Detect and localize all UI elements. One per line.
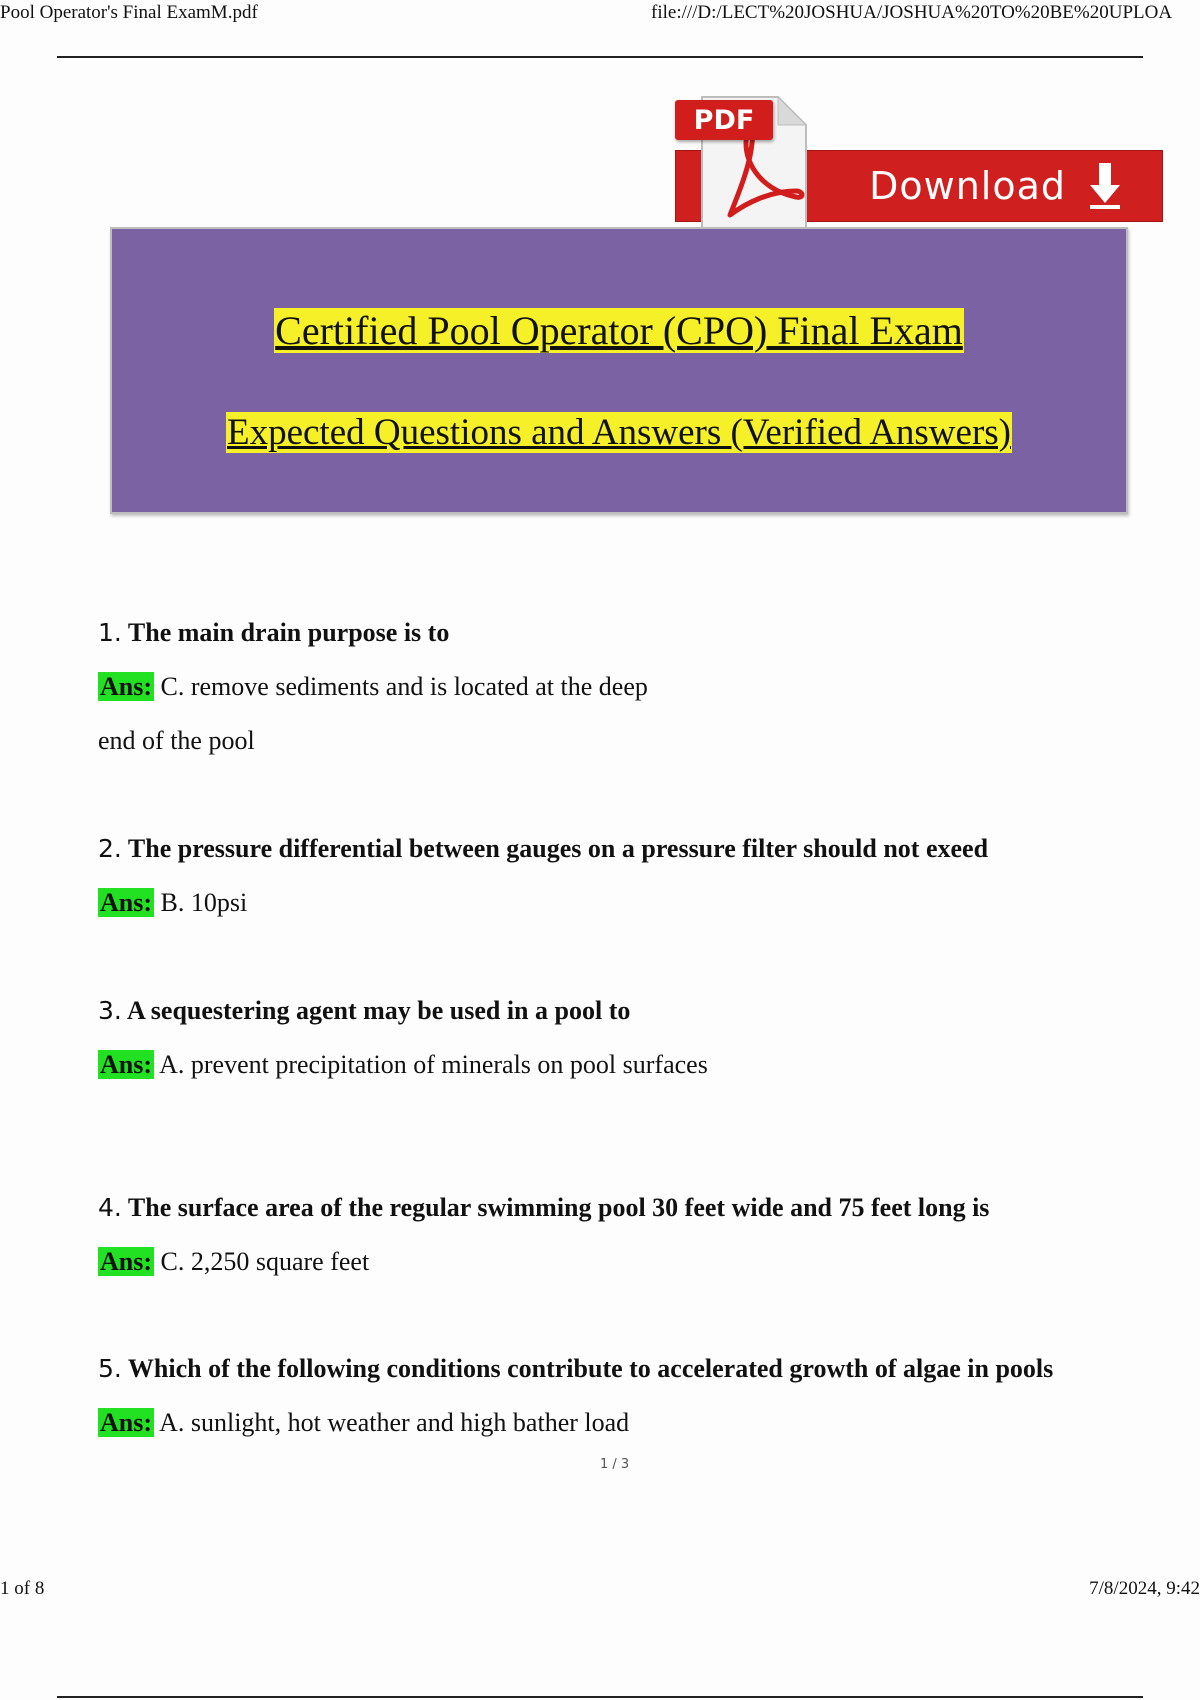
question-text: The surface area of the regular swimming pool 30 feet wide and 75 feet long is	[127, 1193, 990, 1222]
answer-tag: Ans:	[100, 888, 153, 917]
answer-1	[98, 672, 648, 702]
question-number: 2.	[98, 834, 122, 863]
question-2	[98, 834, 988, 864]
answer-text: A. sunlight, hot weather and high bather load	[159, 1408, 630, 1437]
answer-tag: Ans:	[100, 1247, 153, 1276]
document-title: Pool Operator's Final ExamM.pdf	[0, 2, 258, 23]
answer-text: C. 2,250 square feet	[160, 1247, 370, 1276]
question-3	[98, 996, 630, 1026]
question-number: 5.	[98, 1354, 122, 1383]
question-number: 3.	[98, 996, 122, 1025]
question-text: Which of the following conditions contribute to accelerated growth of algae in pools	[127, 1354, 1054, 1383]
download-arrow-icon	[1088, 163, 1122, 209]
answer-text: C. remove sediments and is located at the deep	[160, 672, 648, 701]
title-box	[110, 227, 1128, 514]
header-divider	[57, 56, 1143, 58]
answer-2	[98, 888, 247, 918]
question-number: 1.	[98, 618, 122, 647]
answer-5	[98, 1408, 629, 1438]
download-label: Download	[869, 164, 1066, 208]
question-4	[98, 1193, 989, 1223]
question-5	[98, 1354, 1053, 1384]
question-number: 4.	[98, 1193, 122, 1222]
exam-subtitle: Expected Questions and Answers (Verified Answers)	[226, 412, 1011, 453]
answer-1-continued: end of the pool	[98, 726, 255, 755]
answer-4	[98, 1247, 369, 1277]
question-text: A sequestering agent may be used in a pool to	[126, 996, 631, 1025]
answer-3	[98, 1050, 708, 1080]
question-1	[98, 618, 449, 648]
answer-tag: Ans:	[100, 1050, 153, 1079]
exam-title: Certified Pool Operator (CPO) Final Exam	[275, 308, 963, 353]
inner-page-indicator: 1 / 3	[600, 1457, 630, 1472]
answer-text: A. prevent precipitation of minerals on pool surfaces	[159, 1050, 708, 1079]
page-count: 1 of 8	[0, 1578, 45, 1599]
file-path: file:///D:/LECT%20JOSHUA/JOSHUA%20TO%20BE%20UPLOA	[651, 2, 1173, 23]
question-text: The pressure differential between gauges on a pressure filter should not exeed	[127, 834, 989, 863]
answer-tag: Ans:	[100, 1408, 153, 1437]
print-timestamp: 7/8/2024, 9:42	[1089, 1578, 1200, 1599]
pdf-badge: PDF	[675, 100, 773, 140]
answer-text: B. 10psi	[160, 888, 248, 917]
question-text: The main drain purpose is to	[127, 618, 450, 647]
answer-tag: Ans:	[100, 672, 153, 701]
footer-divider	[57, 1696, 1143, 1698]
